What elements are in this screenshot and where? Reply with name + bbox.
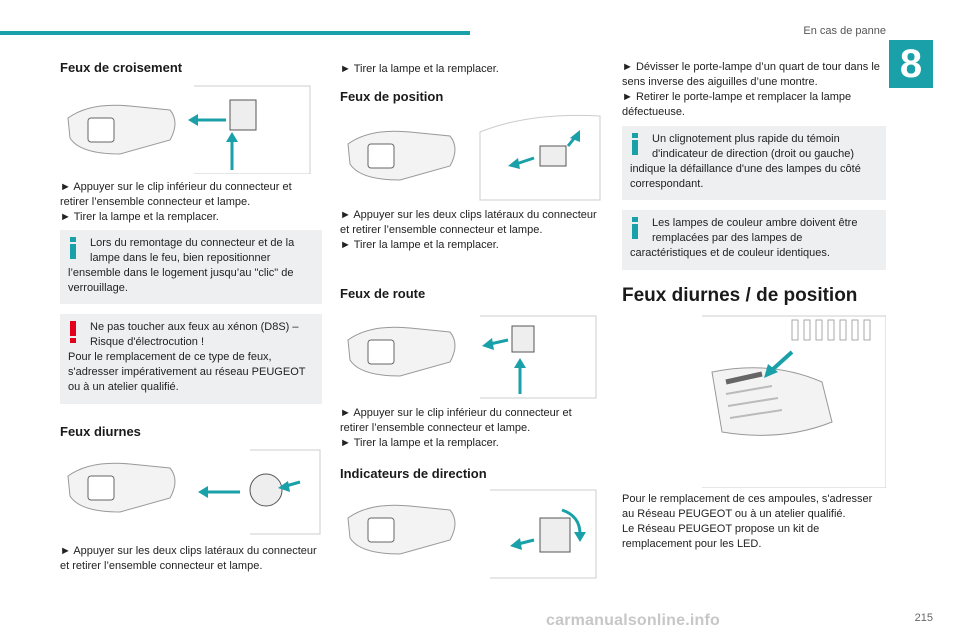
info-text-1: Lors du remontage du connecteur et de la lampe dans le feu, bien repositionner — [90, 237, 295, 264]
warning-box — [60, 314, 322, 404]
info-text-3: Les lampes de couleur ambre doivent être remplacées par des lampes de — [652, 217, 858, 244]
heading-feux-diurnes: Feux diurnes — [60, 424, 141, 439]
text-feux-diurnes — [60, 544, 322, 574]
figure-feux-diurnes — [60, 446, 322, 536]
info-box-3 — [622, 210, 886, 270]
figure-feux-route — [340, 310, 602, 400]
warning-text: Ne pas toucher aux feux au xénon (D8S) – Risque d'électrocution ! — [90, 321, 299, 348]
step-1: ► Appuyer sur les deux clips latéraux du connecteur et retirer l’ensemble connecteur et lampe. — [60, 545, 317, 572]
info-icon — [628, 133, 642, 155]
info-text-1-rest: l’ensemble dans le logement jusqu’au "clic" de verrouillage. — [68, 267, 294, 294]
info-text-2: Un clignotement plus rapide du témoin d'indicateur de direction (droit ou gauche) — [652, 133, 855, 160]
step-1: ► Appuyer sur le clip inférieur du connecteur et retirer l’ensemble connecteur et lampe. — [340, 407, 572, 434]
heading-indicateurs: Indicateurs de direction — [340, 466, 487, 481]
heading-feux-position: Feux de position — [340, 89, 444, 104]
info-icon — [628, 217, 642, 239]
step: ► Tirer la lampe et la remplacer. — [340, 63, 499, 75]
heading-feux-route: Feux de route — [340, 286, 426, 301]
step-2: ► Tirer la lampe et la remplacer. — [340, 437, 499, 449]
figure-indicateurs — [340, 488, 602, 580]
info-icon — [66, 237, 80, 259]
text-feux-route — [340, 406, 602, 451]
info-box-1 — [60, 230, 322, 304]
step-2: ► Retirer le porte-lampe et remplacer la lampe défectueuse. — [622, 91, 852, 118]
heading-feux-diurnes-position: Feux diurnes / de position — [622, 285, 858, 306]
chapter-badge: 8 — [889, 40, 933, 88]
info-box-2 — [622, 126, 886, 200]
text-col2-top — [340, 62, 602, 77]
info-text-3-rest: caractéristiques et de couleur identiques. — [630, 247, 830, 259]
watermark: carmanualsonline.info — [546, 612, 721, 629]
text-feux-position — [340, 208, 602, 253]
section-title: En cas de panne — [803, 25, 886, 37]
info-text-2-rest: indique la défaillance d'une des lampes du côté correspondant. — [630, 163, 861, 190]
heading-feux-croisement: Feux de croisement — [60, 60, 183, 75]
text-col3-top — [622, 60, 886, 120]
step-1: ► Appuyer sur le clip inférieur du connecteur et retirer l’ensemble connecteur et lampe. — [60, 181, 292, 208]
text-feux-diurnes-position — [622, 492, 886, 552]
figure-feux-position — [340, 112, 602, 202]
page-number: 215 — [914, 612, 933, 624]
step-2: ► Tirer la lampe et la remplacer. — [60, 211, 219, 223]
warning-text-rest: Pour le remplacement de ce type de feux, s'adresser impérativement au réseau PEUGEOT ou à un atelier qualifié. — [68, 351, 306, 393]
step-1: ► Appuyer sur les deux clips latéraux du connecteur et retirer l’ensemble connecteur et lampe. — [340, 209, 597, 236]
warning-icon — [66, 321, 80, 343]
text-feux-croisement — [60, 180, 322, 225]
step-2: ► Tirer la lampe et la remplacer. — [340, 239, 499, 251]
step-1: ► Dévisser le porte-lampe d’un quart de tour dans le sens inverse des aiguilles d’une montre. — [622, 61, 880, 88]
paragraph-1: Pour le remplacement de ces ampoules, s'adresser au Réseau PEUGEOT ou à un atelier qualifié. — [622, 493, 873, 520]
figure-feux-croisement — [60, 80, 322, 174]
paragraph-2: Le Réseau PEUGEOT propose un kit de remplacement pour les LED. — [622, 523, 820, 550]
header-accent-bar — [0, 31, 470, 35]
figure-feux-diurnes-position — [622, 312, 886, 488]
